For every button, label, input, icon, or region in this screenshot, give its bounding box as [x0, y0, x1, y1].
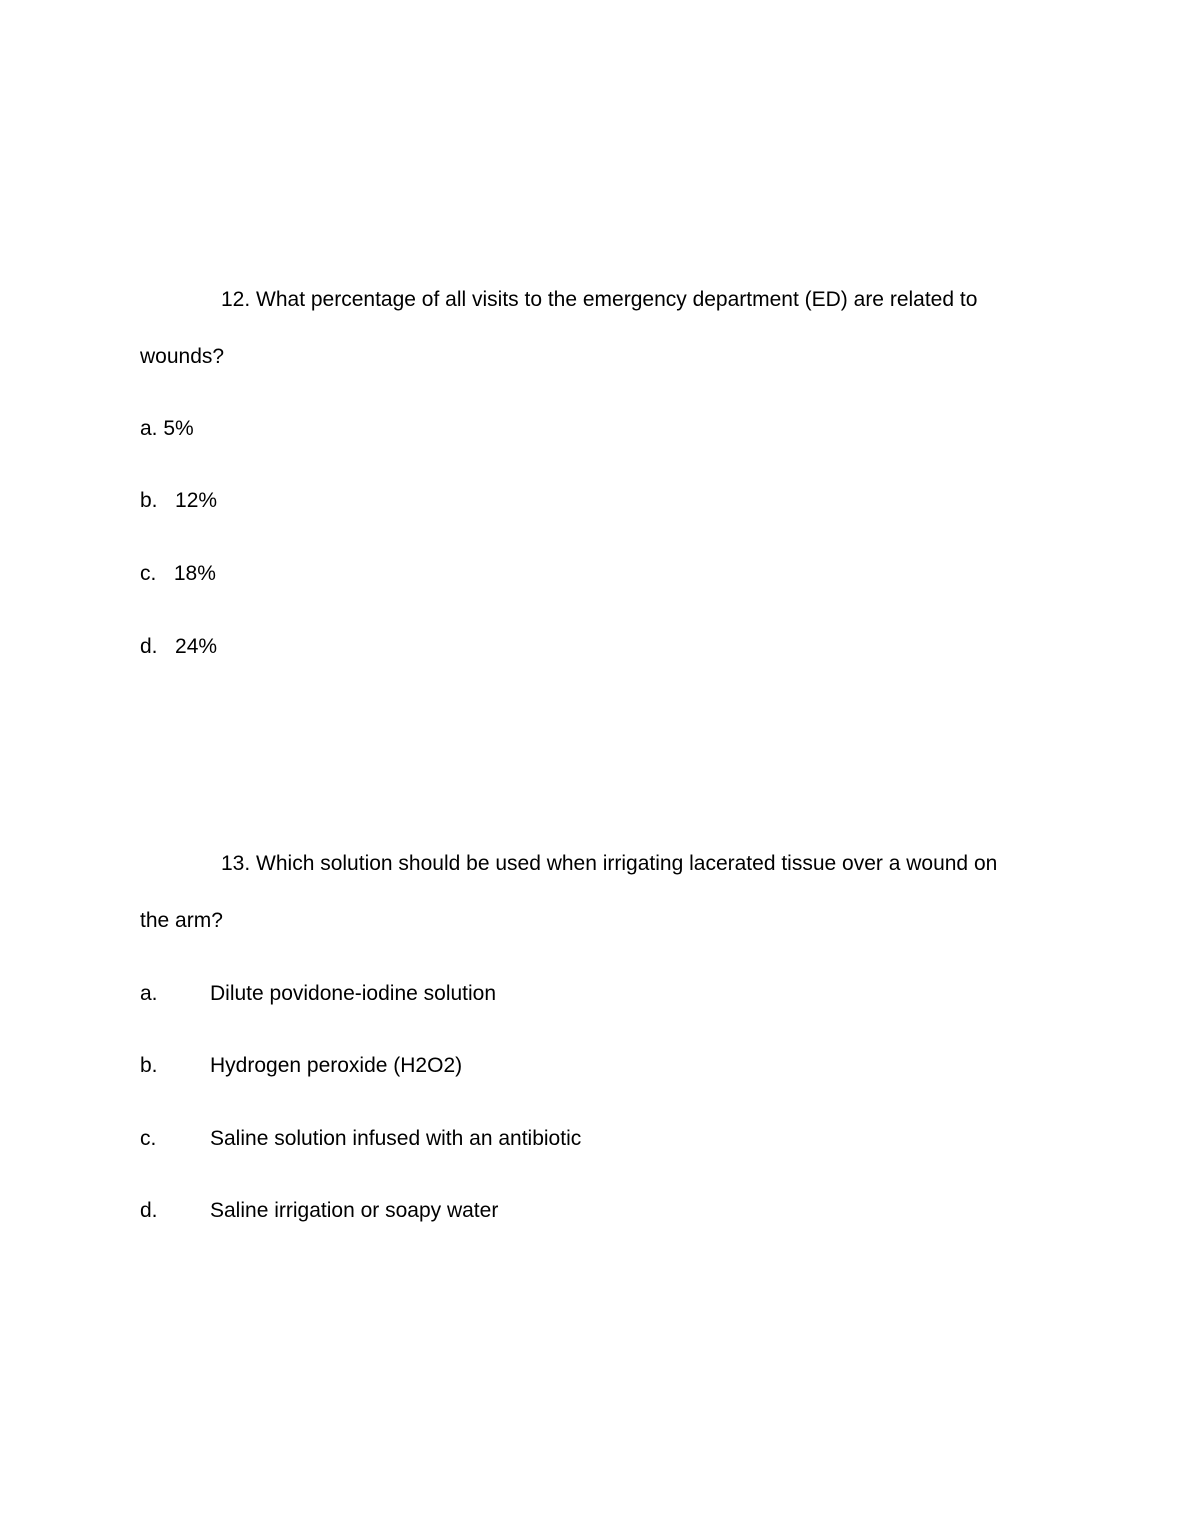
question-13-option-d-text: Saline irrigation or soapy water [210, 1199, 499, 1222]
question-13-option-c-text: Saline solution infused with an antibiotic [210, 1127, 582, 1150]
question-13-option-d-letter: d. [140, 1199, 158, 1222]
question-12-option-b: b. 12% [140, 489, 218, 512]
question-13-option-b-text: Hydrogen peroxide (H2O2) [210, 1054, 463, 1077]
question-12-stem-continued: wounds? [140, 345, 225, 368]
question-12-stem: 12. What percentage of all visits to the emergency department (ED) are related to [221, 288, 978, 311]
question-13-option-c-letter: c. [140, 1127, 157, 1150]
question-13-option-a-text: Dilute povidone-iodine solution [210, 982, 497, 1005]
question-13-option-a-letter: a. [140, 982, 158, 1005]
question-13-option-b-letter: b. [140, 1054, 158, 1077]
question-13-stem-continued: the arm? [140, 909, 223, 932]
question-12-option-d: d. 24% [140, 635, 218, 658]
question-12-option-a: a. 5% [140, 417, 194, 440]
question-12-option-c: c. 18% [140, 562, 216, 585]
question-13-stem: 13. Which solution should be used when irrigating lacerated tissue over a wound on [221, 852, 998, 875]
